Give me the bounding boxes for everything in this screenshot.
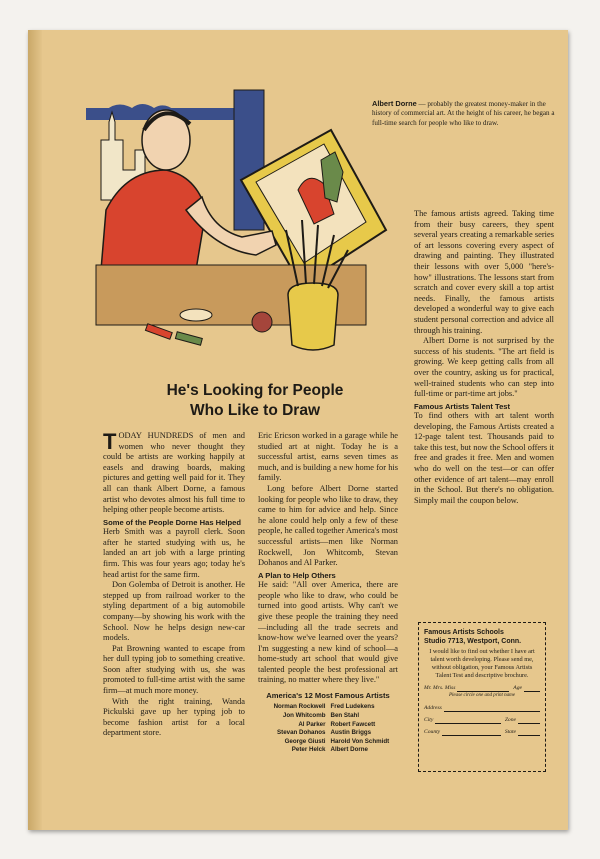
paint-pot xyxy=(180,309,212,321)
artist-name: Robert Fawcett xyxy=(330,720,376,728)
mail-coupon[interactable] xyxy=(418,622,546,772)
section1-heading: Some of the People Dorne Has Helped xyxy=(103,517,241,527)
artist-name: Austin Briggs xyxy=(330,729,372,737)
city-label: City xyxy=(424,717,434,723)
artist-name: Al Parker xyxy=(298,720,326,728)
headline xyxy=(100,381,410,421)
section1-p2: Don Golemba of Detroit is another. He stepped up from railroad worker to the styling department of a big automobile company—by showing his work with the School. Now he helps design new-car models. xyxy=(103,580,245,643)
state-label: State xyxy=(504,729,516,735)
artist-name: Albert Dorne xyxy=(330,746,368,754)
zone-field[interactable] xyxy=(518,716,540,724)
artist-name: Peter Helck xyxy=(291,746,326,754)
county-label: County xyxy=(424,729,441,735)
section1-p5: Eric Ericson worked in a garage while he studied art at night. Today he is a successful artist, earns seven times as much, and is building a new home for his family. xyxy=(258,431,398,483)
age-field[interactable] xyxy=(524,684,540,692)
artist-name: Stevan Dohanos xyxy=(277,729,326,737)
artist-name: Harold Von Schmidt xyxy=(330,737,390,745)
section1-p6: Long before Albert Dorne started looking for people who like to draw, they came to him for advice and help. Since he alone could help only a few of these people, he called together America's most successful artists—men like Norman Rockwell, Jon Whitcomb, Stevan Dohanos and Al Parker. xyxy=(258,483,398,568)
address-row[interactable] xyxy=(424,704,540,712)
artist-illustration xyxy=(66,60,412,365)
column-1 xyxy=(103,431,245,739)
county-row[interactable] xyxy=(424,728,540,736)
artists-list xyxy=(258,703,398,755)
name-hint: Please circle one and print name xyxy=(448,693,516,698)
coupon-address: Studio 7713, Westport, Conn. xyxy=(424,638,522,645)
artist-name: Fred Ludekens xyxy=(330,703,375,711)
artist-name: Ben Stahl xyxy=(330,712,360,720)
page-spine xyxy=(28,30,42,830)
city-field[interactable] xyxy=(435,716,500,724)
illustration-caption xyxy=(372,99,560,128)
section3-heading: Famous Artists Talent Test xyxy=(414,401,511,411)
headline-line-2: Who Like to Draw xyxy=(189,402,321,419)
section3-p1: To find others with art talent worth developing, the Famous Artists created a 12-page talent test. Thousands paid to take this test, but now the School offers it free and grades it free. Men and women who do well on the test—or can offer other evidence of art talent—may enroll in the School. But there's no obligation. Simply mail the coupon below. xyxy=(414,411,554,505)
name-field[interactable] xyxy=(457,684,509,692)
artist-name: Norman Rockwell xyxy=(273,703,326,711)
column-3 xyxy=(414,209,554,506)
intro-smallcaps: ODAY HUNDREDS xyxy=(118,431,194,440)
state-field[interactable] xyxy=(518,728,540,736)
paint-tube-red xyxy=(145,324,172,339)
section2-p3: Albert Dorne is not surprised by the success of his students. "The art field is growing. We keep getting calls from all over the country, asking us for practical, well-trained students who can step into full-time or part-time art jobs." xyxy=(414,336,554,399)
caption-name: Albert Dorne xyxy=(372,99,417,108)
city-row[interactable] xyxy=(424,716,540,724)
brush-jar xyxy=(288,283,338,350)
artists-box xyxy=(258,691,398,755)
paint-tube-green xyxy=(175,332,202,345)
name-row[interactable] xyxy=(424,684,540,692)
artists-heading: America's 12 Most Famous Artists xyxy=(266,691,390,701)
section2-p2: The famous artists agreed. Taking time from their busy careers, they spent several years creating a remarkable series of art lessons covering every aspect of drawing and painting. They illustrated their lessons with over 5,000 "here's-how" illustrations. The lessons start from scratch and cover every skill a top artist needs. Finally, the famous artists developed a wonderful way to give each student personal correction and advice all through his training. xyxy=(414,209,554,335)
artist-name: George Giusti xyxy=(284,737,326,745)
age-label: Age xyxy=(513,685,522,691)
county-field[interactable] xyxy=(442,728,501,736)
column-2 xyxy=(258,431,398,755)
title-options: Mr. Mrs. Miss xyxy=(424,685,456,691)
paint-jar xyxy=(252,312,272,332)
intro-text: of men and women who never thought they could be artists are working happily at easels and drawing boards, making pictures and getting well paid for it. They all can thank Albert Dorne, a famous artist who devotes almost his full time to helping other people become artists. xyxy=(103,431,245,515)
address-field[interactable] xyxy=(444,704,540,712)
zone-label: Zone xyxy=(504,717,516,723)
caption-text: — probably the greatest money-maker in the history of commercial art. At the height of his career, he began a full-time search for people who like to draw. xyxy=(372,100,555,127)
artist-name: Jon Whitcomb xyxy=(282,712,326,720)
coupon-company: Famous Artists Schools xyxy=(424,629,504,636)
section1-p4: With the right training, Wanda Pickulski gave up her typing job to become fashion artist for a local department store. xyxy=(103,696,245,738)
drop-cap: T xyxy=(103,429,117,454)
section1-p1: Herb Smith was a payroll clerk. Soon after he started studying with us, he landed an art job with a large printing firm. This was four years ago; today he's head artist for the same firm. xyxy=(103,527,245,579)
section2-heading: A Plan to Help Others xyxy=(258,570,336,580)
intro-paragraph xyxy=(103,431,245,516)
section1-p3: Pat Browning wanted to escape from her dull typing job to something creative. Soon after studying with us, she was promoted to full-time artist with the same firm—at much more money. xyxy=(103,643,245,696)
headline-line-1: He's Looking for People xyxy=(166,382,344,399)
section2-p1: He said: "All over America, there are people who like to draw, who could be turned into good artists. Why can't we give these people the training they need—including all the trade secrets and know-how we've learned over the years? I'm suggesting a new kind of school—a home-study art school that would give talented people the best professional art training, no matter where they live." xyxy=(258,580,398,685)
address-label: Address xyxy=(424,705,442,711)
coupon-text: I would like to find out whether I have art talent worth developing. Please send me, without obligation, your Famous Artists Talent Test and descriptive brochure. xyxy=(429,648,535,679)
